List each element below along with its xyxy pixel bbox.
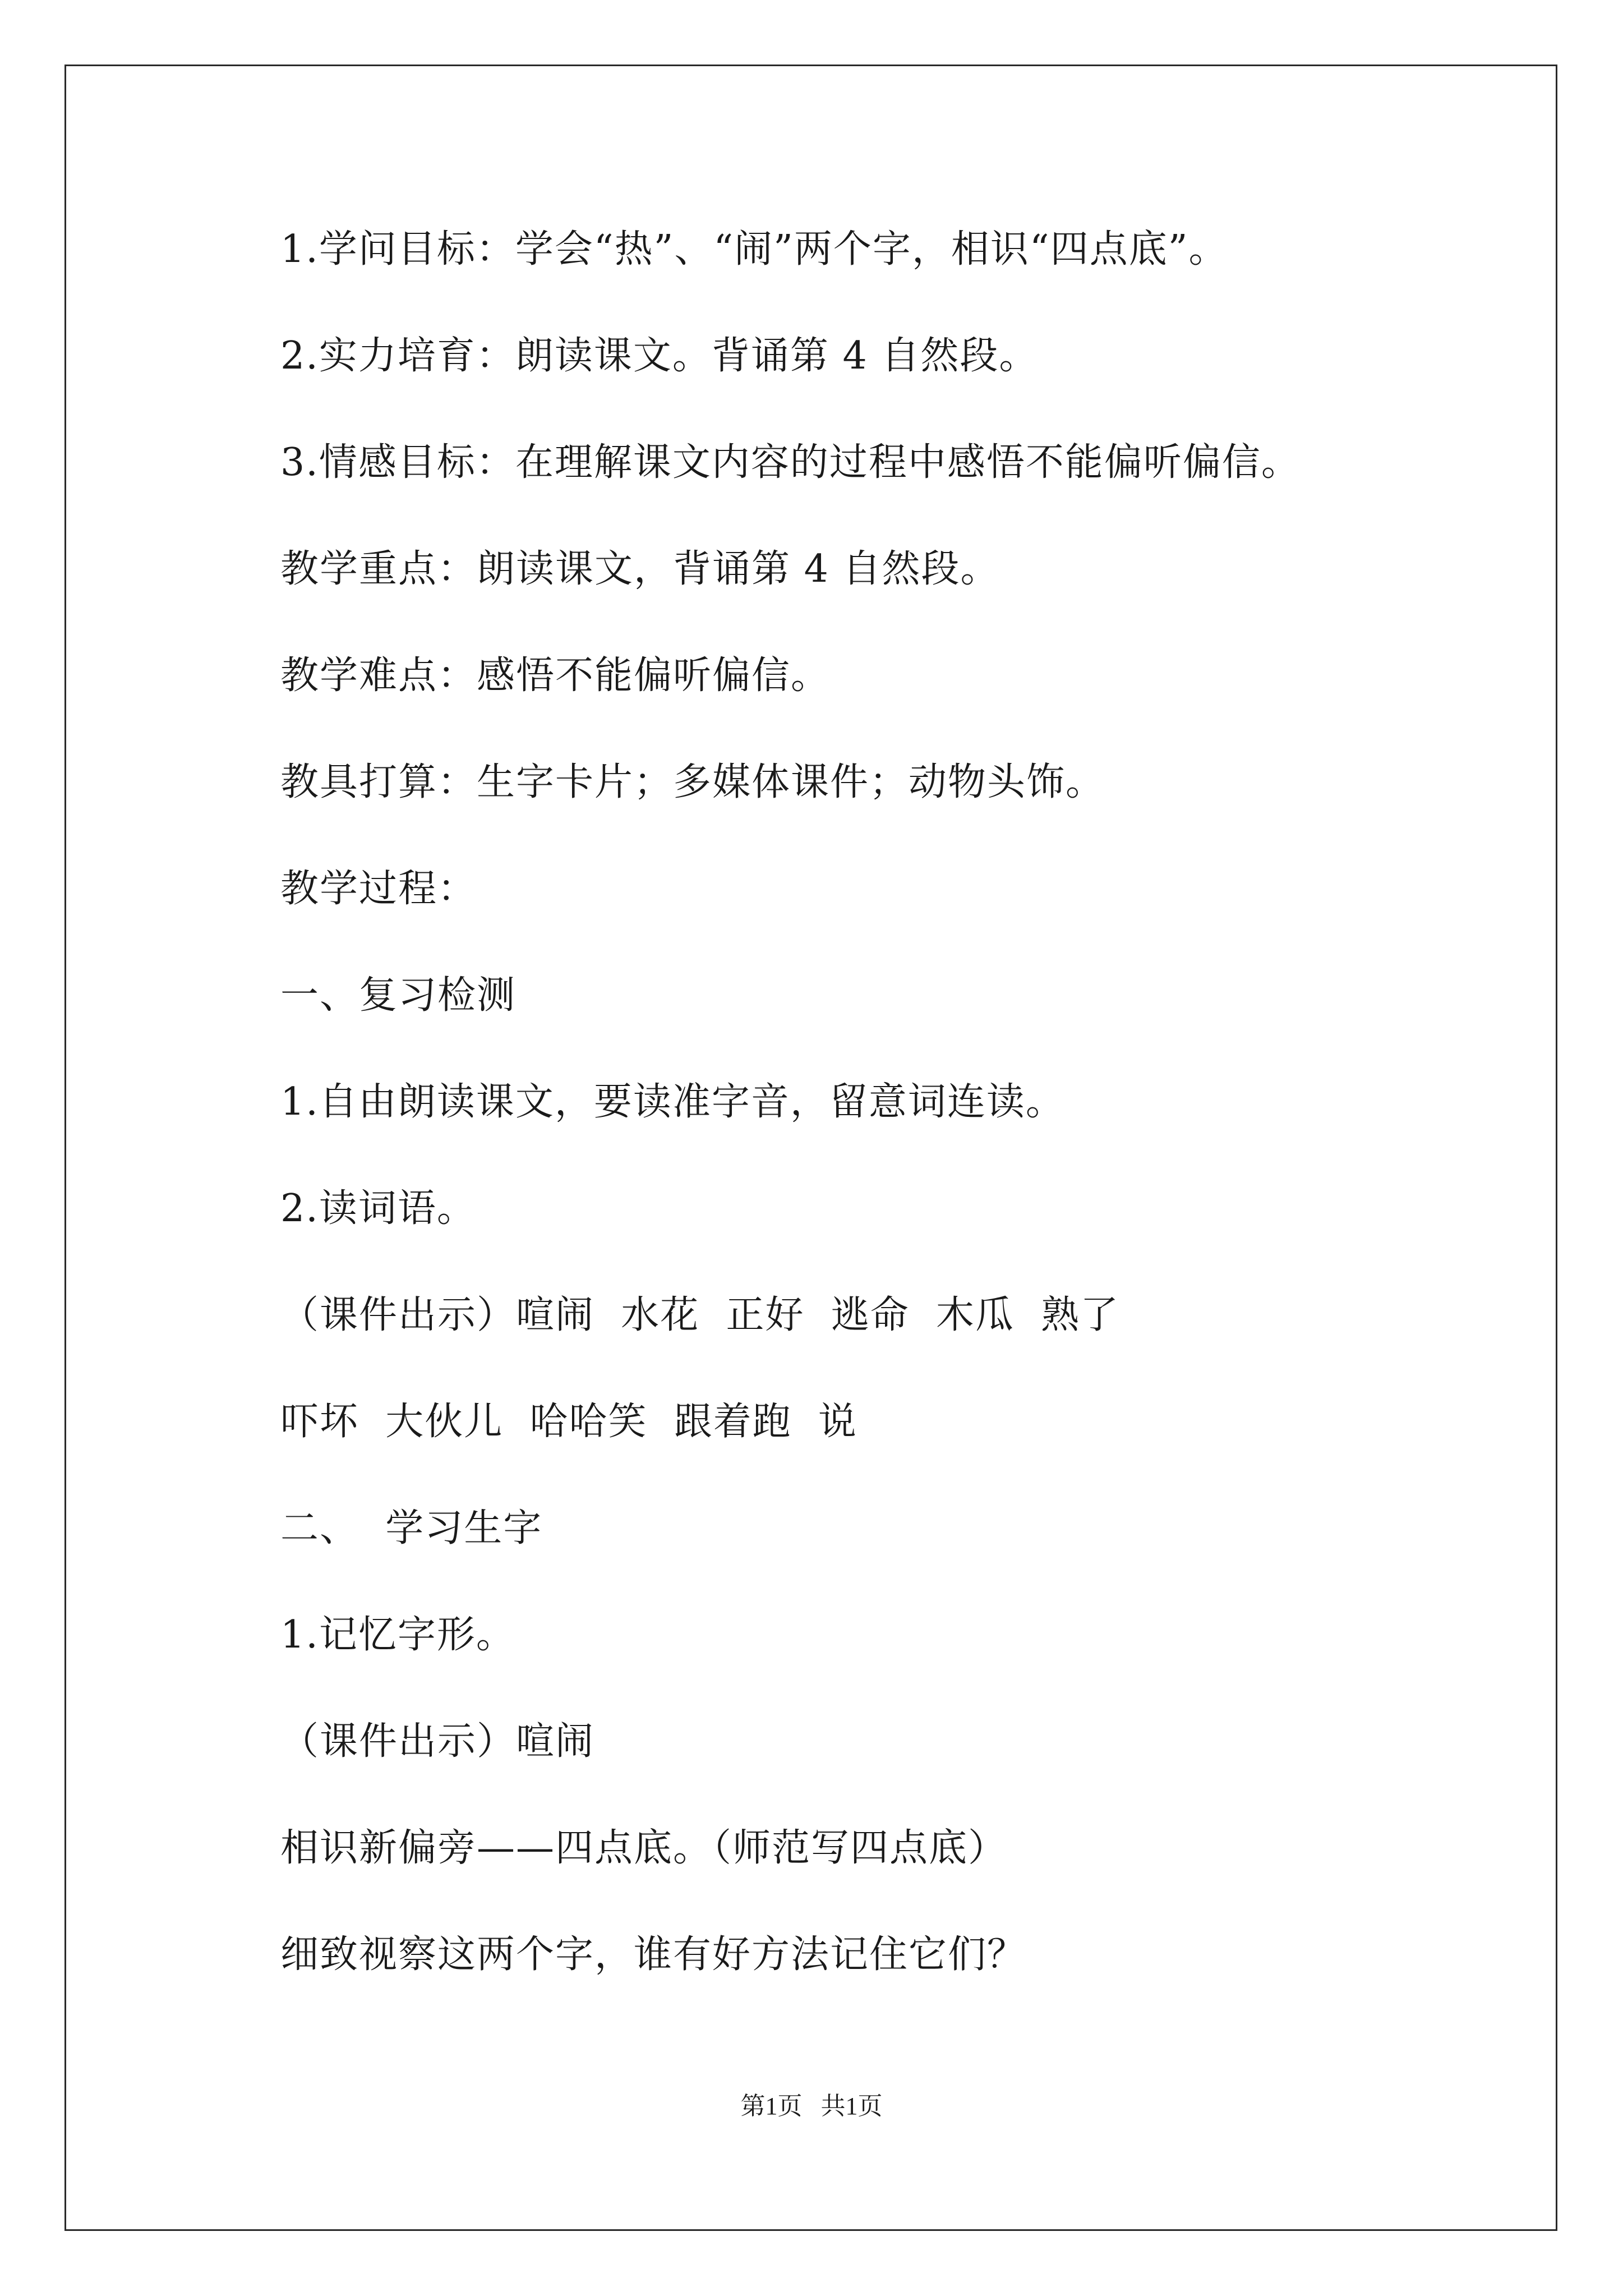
word-list-2: 吓坏 大伙儿 哈哈笑 跟着跑 说 (280, 1400, 857, 1444)
word-list-1: （课件出示）喧闹 水花 正好 逃命 木瓜 熟了 (280, 1293, 1120, 1337)
radical-intro: 相识新偏旁——四点底。（师范写四点底） (280, 1826, 1008, 1870)
teaching-focus: 教学重点：朗读课文，背诵第 4 自然段。 (280, 547, 1000, 591)
objective-ability: 2.实力培育：朗读课文。背诵第 4 自然段。 (280, 334, 1039, 378)
review-step-1: 1.自由朗读课文，要读准字音，留意词连读。 (280, 1080, 1065, 1124)
review-step-2: 2.读词语。 (280, 1186, 476, 1231)
teaching-aids: 教具打算：生字卡片；多媒体课件；动物头饰。 (280, 760, 1105, 804)
observation-prompt: 细致视察这两个字，谁有好方法记住它们？ (280, 1932, 1027, 1977)
characters-display: （课件出示）喧闹 (280, 1719, 595, 1764)
teaching-process-heading: 教学过程： (280, 867, 477, 911)
objective-knowledge: 1.学问目标：学会“热”、“闹”两个字，相识“四点底”。 (280, 227, 1228, 272)
characters-step-1: 1.记忆字形。 (280, 1613, 515, 1657)
section-heading-characters: 二、 学习生字 (280, 1506, 543, 1550)
teaching-difficulty: 教学难点：感悟不能偏听偏信。 (280, 654, 831, 698)
section-heading-review: 一、复习检测 (280, 973, 517, 1018)
page-border (64, 65, 1557, 2231)
page-number-footer: 第1页 共1页 (740, 2092, 883, 2120)
objective-emotion: 3.情感目标：在理解课文内容的过程中感悟不能偏听偏信。 (280, 440, 1301, 485)
